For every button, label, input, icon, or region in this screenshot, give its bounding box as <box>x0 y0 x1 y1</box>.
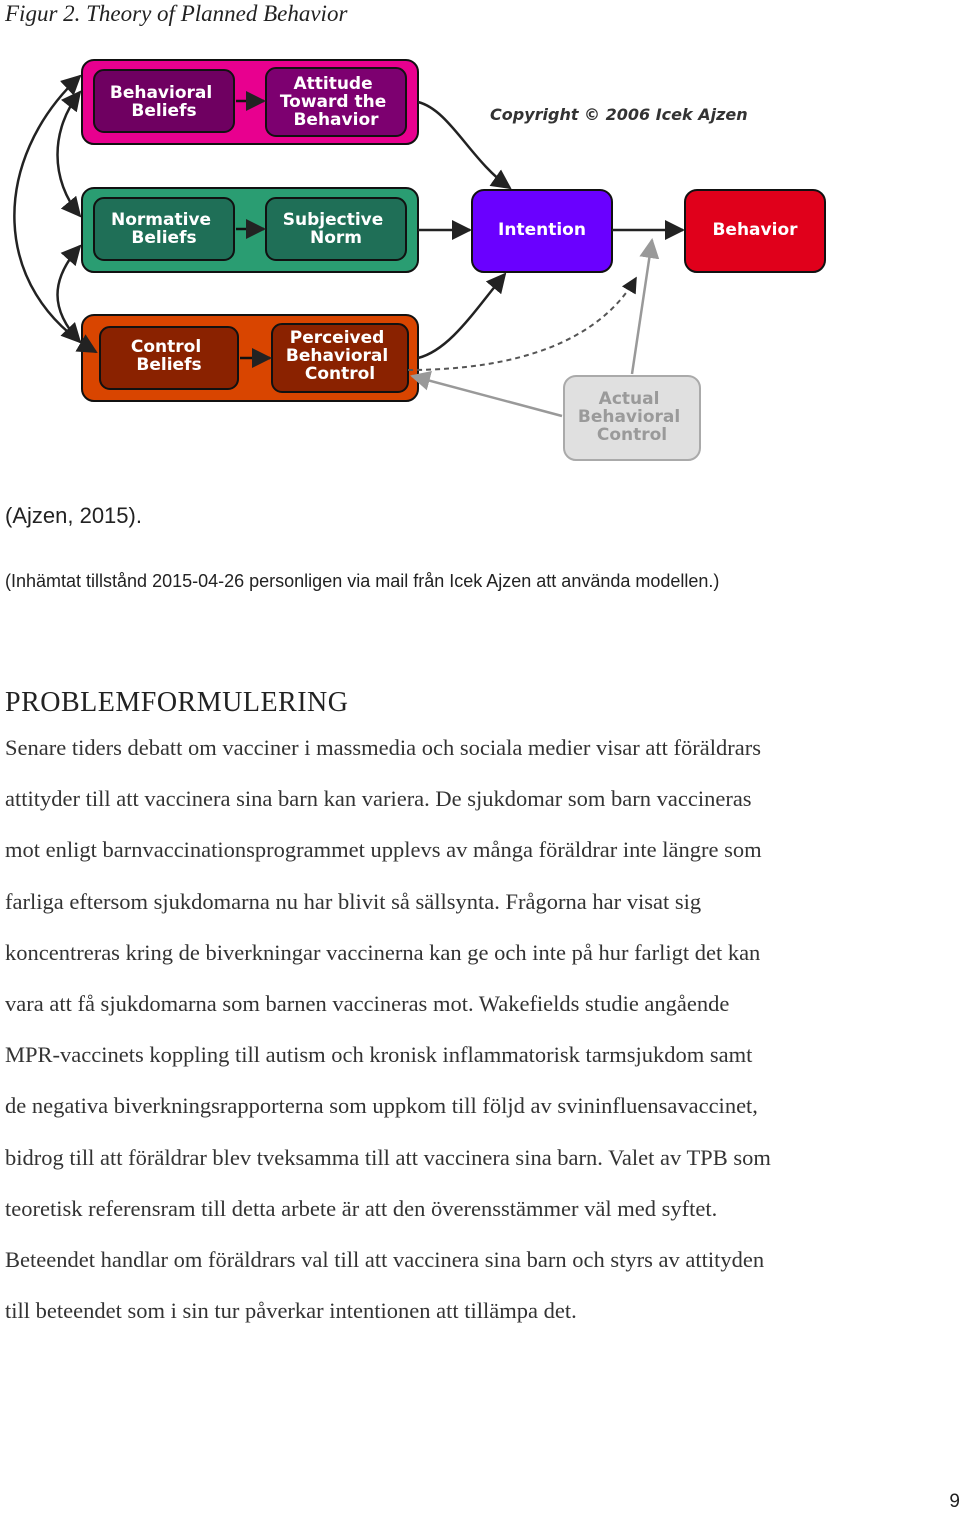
section-heading: PROBLEMFORMULERING <box>5 687 349 718</box>
subjective-norm-label: Subjective Norm <box>282 210 384 248</box>
behavioral-beliefs-label: Behavioral Beliefs <box>109 83 213 121</box>
control-to-intention-arrow <box>418 274 505 358</box>
copyright-text: Copyright © 2006 Icek Ajzen <box>490 105 748 124</box>
body-line: de negativa biverkningsrapporterna som uppkom till följd av svininfluensavaccinet, <box>5 1093 758 1119</box>
body-line: Beteendet handlar om föräldrars val till att vaccinera sina barn och styrs av attityden <box>5 1247 765 1273</box>
citation: (Ajzen, 2015). <box>5 503 142 528</box>
body-line: Senare tiders debatt om vacciner i massmedia och sociala medier visar att föräldrars <box>5 735 761 760</box>
body-line: MPR-vaccinets koppling till autism och kronisk inflammatorisk tarmsjukdom samt <box>5 1042 753 1068</box>
actual-to-perceived-arrow <box>412 376 562 416</box>
behavior-label: Behavior <box>712 220 798 240</box>
control-beliefs-label: Control Beliefs <box>130 337 202 375</box>
permission-note: (Inhämtat tillstånd 2015-04-26 personligen via mail från Icek Ajzen att använda modellen.) <box>5 571 720 591</box>
body-line: teoretisk referensram till detta arbete är att den överensstämmer väl med syftet. <box>5 1195 718 1221</box>
actual-control-label: Actual Behavioral Control <box>577 389 681 445</box>
body-line: till beteendet som i sin tur påverkar intentionen att tillämpa det. <box>5 1298 577 1324</box>
body-line: bidrog till att föräldrar blev tveksamma till att vaccinera sina barn. Valet av TPB som <box>5 1144 771 1170</box>
intention-label: Intention <box>498 220 586 240</box>
body-line: attityder till att vaccinera sina barn kan variera. De sjukdomar som barn vaccineras <box>5 786 752 812</box>
normative-beliefs-label: Normative Beliefs <box>111 210 212 248</box>
tpb-diagram <box>0 40 960 480</box>
belief-correlation-arrow-bottom <box>58 246 81 342</box>
body-line: farliga eftersom sjukdomarna nu har blivit så sällsynta. Frågorna har visat sig <box>5 888 702 914</box>
figure-caption: Figur 2. Theory of Planned Behavior <box>5 1 348 26</box>
belief-correlation-arrow-top <box>58 92 81 216</box>
perceived-control-dashed-arrow <box>408 278 636 370</box>
perceived-control-label: Perceived Behavioral Control <box>285 328 389 384</box>
section-body <box>5 722 960 1336</box>
body-line: vara att få sjukdomarna som barnen vaccineras mot. Wakefields studie angående <box>5 991 730 1017</box>
attitude-label: Attitude Toward the Behavior <box>279 74 387 130</box>
page-number: 9 <box>949 1491 960 1512</box>
body-line: mot enligt barnvaccinationsprogrammet upplevs av många föräldrar inte längre som <box>5 837 762 863</box>
body-line: koncentreras kring de biverkningar vaccinerna kan ge och inte på hur farligt det kan <box>5 939 761 965</box>
actual-to-link-arrow <box>632 240 652 374</box>
